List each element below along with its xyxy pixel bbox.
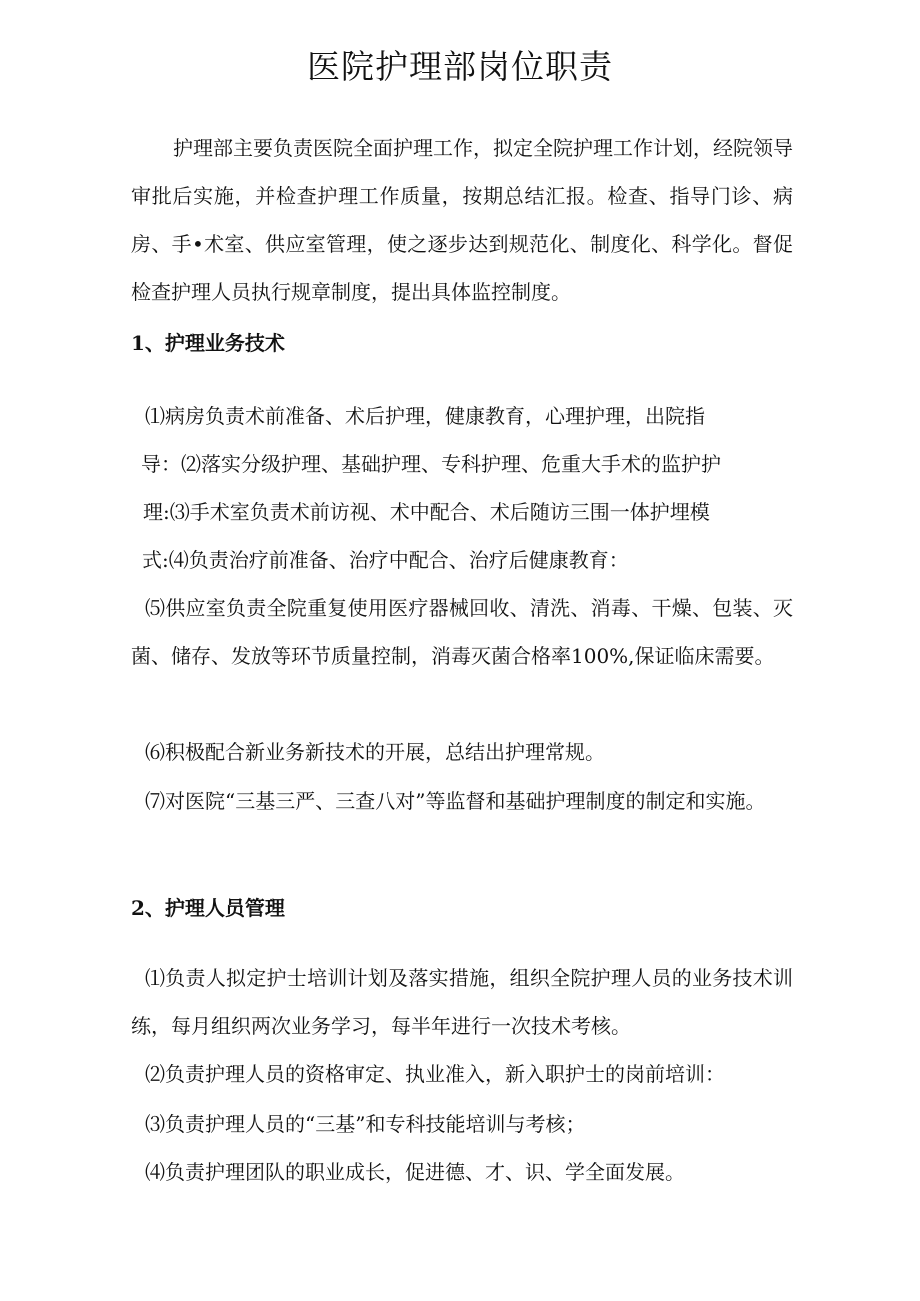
list-item: ⑹积极配合新业务新技术的开展，总结出护理常规。: [145, 740, 605, 764]
list-item: ⑺对医院“三基三严、三查八对”等监督和基础护理制度的制定和实施。: [145, 789, 766, 813]
list-item: ⑵负责护理人员的资格审定、执业准入，新入职护士的岗前培训：: [145, 1062, 725, 1086]
section-heading-nursing-staff: 2、护理人员管理: [131, 896, 285, 920]
list-item: ⑴负责人拟定护士培训计划及落实措施，组织全院护理人员的业务技术训练，每月组织两次业务学习，每半年进行一次技术考核。: [131, 966, 793, 1038]
list-item: 式:⑷负责治疗前准备、治疗中配合、治疗后健康教育：: [142, 548, 629, 572]
list-item: ⑸供应室负责全院重复使用医疗器械回收、清洗、消毒、干燥、包装、灭菌、储存、发放等环节质量控制，消毒灭菌合格率100%,保证临床需要。: [131, 596, 793, 668]
document-title: 医院护理部岗位职责: [307, 47, 613, 86]
list-item: ⑴病房负责术前准备、术后护理，健康教育，心理护理，出院指: [145, 404, 705, 428]
list-item: ⑶负责护理人员的“三基”和专科技能培训与考核；: [145, 1112, 586, 1136]
list-item: 导：⑵落实分级护理、基础护理、专科护理、危重大手术的监护护: [141, 452, 721, 476]
list-item: ⑷负责护理团队的职业成长，促进德、才、识、学全面发展。: [145, 1160, 685, 1184]
section-heading-nursing-business: 1、护理业务技术: [131, 331, 285, 355]
intro-paragraph: 护理部主要负责医院全面护理工作，拟定全院护理工作计划，经院领导审批后实施，并检查护理工作质量，按期总结汇报。检查、指导门诊、病房、手•术室、供应室管理，使之逐步达到规范化、制度化、科学化。督促检查护理人员执行规章制度，提出具体监控制度。: [131, 136, 793, 304]
list-item: 理:⑶手术室负责术前访视、术中配合、术后随访三围一体护埋模: [143, 500, 710, 524]
